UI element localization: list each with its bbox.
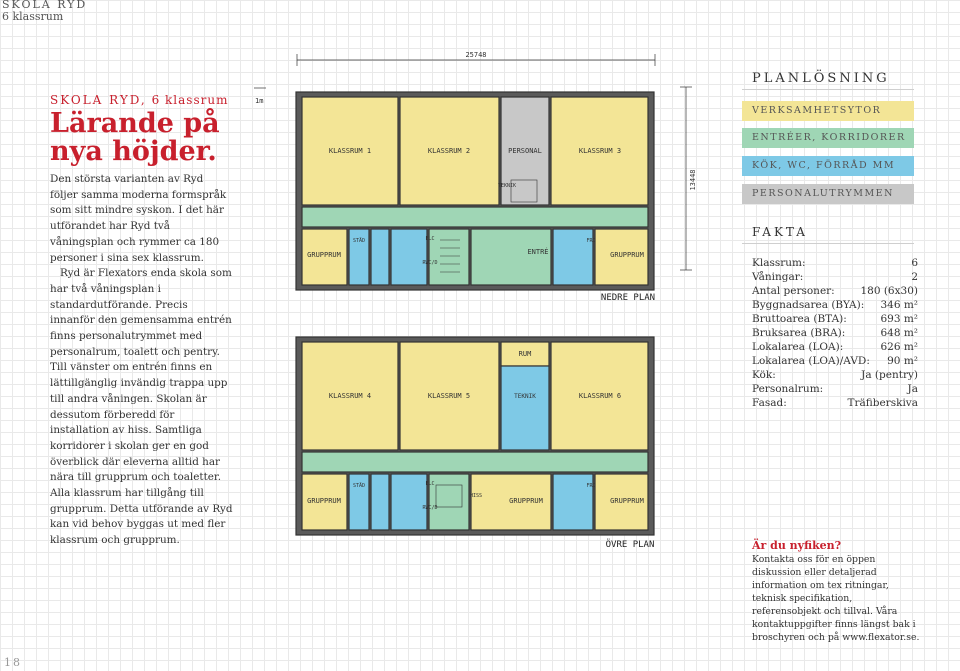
plan-dim-depth: 13448 xyxy=(689,169,697,191)
fakta-title: FAKTA xyxy=(752,225,808,239)
article-body-1: Den största varianten av Ryd följer samma moderna formspråk som sitt mindre syskon. I det här utförandet har Ryd två våningsplan och rymmer ca 180 personer i sina sex klassrum. xyxy=(50,173,227,264)
fact-value: 6 xyxy=(911,257,918,269)
fact-row xyxy=(752,368,918,382)
article-body-2: Ryd är Flexators enda skola som har två våningsplan i standardutförande. Precis innanför den gemensamma entrén finns personalutrymmet med personalrum, toalett och pentry. Till vänster om entrén finns en lättillgänglig invändig trappa upp till andra våningen. Skolan är dessutom förberedd för installation av hiss. Samtliga korridorer i skolan ger en god överblick där eleverna alltid har nära till grupprum och toaletter. Alla klassrum har tillgång till grupprum. Detta utförande av Ryd kan vid behov byggas ut med fler klassrum och grupprum. xyxy=(50,267,233,547)
label-stad-upper: STÄD xyxy=(352,483,366,489)
fact-key: Våningar: xyxy=(752,271,804,283)
label-grupprum-upper-right: GRUPPRUM xyxy=(610,497,644,505)
plan-dim-width: 25748 xyxy=(465,51,487,59)
header-subtitle: 6 klassrum xyxy=(2,10,64,23)
header-title: SKOLA RYD xyxy=(2,0,88,11)
kicker-rest: 6 klassrum xyxy=(151,93,229,107)
fact-value: 2 xyxy=(911,271,918,283)
label-klassrum-1: KLASSRUM 1 xyxy=(328,147,372,155)
label-frd-lower: FRD xyxy=(586,238,596,244)
fact-key: Bruksarea (BRA): xyxy=(752,327,846,339)
fact-row xyxy=(752,396,918,410)
upper-plan-title: ÖVRE PLAN xyxy=(605,540,655,550)
label-grupprum-lower-left: GRUPPRUM xyxy=(307,251,341,259)
fact-key: Fasad: xyxy=(752,397,787,409)
headline-line-2: nya höjder. xyxy=(50,136,217,167)
fact-row xyxy=(752,298,918,312)
fact-row xyxy=(752,326,918,340)
fakta-divider xyxy=(742,243,914,244)
kicker-name: SKOLA RYD, xyxy=(50,93,147,107)
plan-scale: 1m xyxy=(255,97,264,105)
label-elc-lower: ELC xyxy=(425,236,435,242)
label-grupprum-upper-mid: GRUPPRUM xyxy=(509,497,543,505)
label-entre: ENTRÉ xyxy=(527,248,549,256)
label-upper-teknik: TEKNIK xyxy=(514,393,536,400)
fact-value: 626 m² xyxy=(880,341,918,353)
label-rwc-lower: RWC/D xyxy=(422,260,438,266)
lower-plan-title: NEDRE PLAN xyxy=(600,293,656,303)
label-klassrum-2: KLASSRUM 2 xyxy=(427,147,471,155)
label-klassrum-4: KLASSRUM 4 xyxy=(328,392,372,400)
fact-key: Personalrum: xyxy=(752,383,824,395)
fact-row xyxy=(752,284,918,298)
label-klassrum-5: KLASSRUM 5 xyxy=(427,392,471,400)
label-elc-upper: ELC xyxy=(425,481,435,487)
label-grupprum-upper-left: GRUPPRUM xyxy=(307,497,341,505)
fact-key: Kök: xyxy=(752,369,776,381)
article-body xyxy=(50,172,233,549)
label-lower-teknik: TEKNIK xyxy=(497,183,517,189)
label-stad-lower: STÄD xyxy=(352,238,366,244)
label-klassrum-6: KLASSRUM 6 xyxy=(578,392,622,400)
label-hiss: HISS xyxy=(469,493,483,499)
label-grupprum-lower-right: GRUPPRUM xyxy=(610,251,644,259)
headline-line-1: Lärande på xyxy=(50,108,220,139)
fact-value: 693 m² xyxy=(880,313,918,325)
label-klassrum-3: KLASSRUM 3 xyxy=(578,147,622,155)
fact-value: Ja xyxy=(907,383,918,395)
legend-verksamhetsytor: VERKSAMHETSYTOR xyxy=(742,101,914,121)
fact-row xyxy=(752,270,918,284)
nyfiken-text: Kontakta oss för en öppen diskussion eller detaljerad information om tex ritningar, teknisk specifikation, referensobjekt och tillval. Våra kontaktuppgifter finns längst bak i broschyren och på www.flexator.se. xyxy=(752,554,920,643)
fact-row xyxy=(752,382,918,396)
fact-key: Byggnadsarea (BYA): xyxy=(752,299,865,311)
fact-value: 180 (6x30) xyxy=(860,285,918,297)
fact-key: Bruttoarea (BTA): xyxy=(752,313,847,325)
fact-value: Ja (pentry) xyxy=(861,369,918,381)
upper-plan xyxy=(296,337,654,535)
label-personal: PERSONAL xyxy=(508,147,542,155)
floor-plan-drawing xyxy=(240,40,740,560)
label-rwc-upper: RWC/D xyxy=(422,505,438,511)
legend-entreer-korridorer: ENTRÉER, KORRIDORER xyxy=(742,128,914,148)
label-frd-upper: FRD xyxy=(586,483,596,489)
article-kicker xyxy=(50,93,228,107)
legend-personalutrymmen: PERSONALUTRYMMEN xyxy=(742,184,914,204)
fact-key: Klassrum: xyxy=(752,257,806,269)
legend-kok-wc-forrad: KÖK, WC, FÖRRÅD MM xyxy=(742,156,914,176)
fact-row xyxy=(752,354,918,368)
label-rum: RUM xyxy=(518,350,532,358)
fact-row xyxy=(752,340,918,354)
headline xyxy=(50,110,220,166)
lower-plan xyxy=(296,92,654,290)
fact-row xyxy=(752,312,918,326)
fact-value: 90 m² xyxy=(887,355,918,367)
planlosning-title: PLANLÖSNING xyxy=(752,71,890,86)
fact-key: Antal personer: xyxy=(752,285,835,297)
fact-key: Lokalarea (LOA)/AVD: xyxy=(752,355,870,367)
fact-value: Träfiberskiva xyxy=(847,397,918,409)
fact-key: Lokalarea (LOA): xyxy=(752,341,844,353)
page-number: 18 xyxy=(4,656,22,669)
fact-value: 648 m² xyxy=(880,327,918,339)
legend-divider xyxy=(742,89,914,90)
nyfiken-title: Är du nyfiken? xyxy=(752,539,842,552)
fact-value: 346 m² xyxy=(880,299,918,311)
fact-row xyxy=(752,256,918,270)
